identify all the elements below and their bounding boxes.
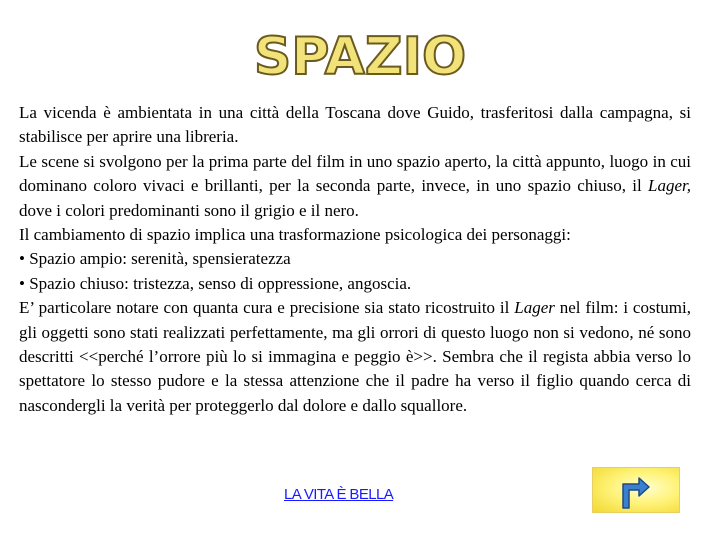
paragraph-lager: E’ particolare notare con quanta cura e precisione sia stato ricostruito il Lager nel film: i costumi, gli oggetti sono stati realizzati perfettamente, ma gli orrori di questo luogo non si vedono, né sono descritti <<perché l’orrore più lo si immagina e peggio è>>. Sembra che il regista abbia verso lo spettatore lo stesso pudore e la stessa attenzione che il padre ha verso il figlio quando cerca di nascondergli la verità per proteggerlo dal dolore e dallo squallore. [19, 298, 691, 415]
lager-emphasis: Lager, [648, 176, 691, 196]
return-arrow-icon [617, 474, 653, 510]
title-text: SPAZIO [253, 27, 467, 87]
bullet-closed-space: • Spazio chiuso: tristezza, senso di oppressione, angoscia. [19, 273, 412, 293]
lager-emphasis: Lager [514, 298, 555, 318]
body-text [19, 101, 691, 418]
paragraph-scenes: Le scene si svolgono per la prima parte del film in uno spazio aperto, la città appunto, luogo in cui dominano coloro vivaci e brillanti, per la seconda parte, invece, in uno spazio chiuso, il Lager, dove i colori predominanti sono il grigio e il nero. [19, 151, 691, 220]
paragraph-setting: La vicenda è ambientata in una città della Toscana dove Guido, trasferitosi dalla campagna, si stabilisce per aprire una libreria. [19, 103, 691, 147]
la-vita-e-bella-link[interactable]: LA VITA È BELLA [284, 486, 394, 503]
page-title [253, 18, 467, 90]
bullet-open-space: • Spazio ampio: serenità, spensieratezza [19, 249, 291, 269]
back-button[interactable] [592, 467, 680, 513]
paragraph-change: Il cambiamento di spazio implica una trasformazione psicologica dei personaggi: [19, 225, 571, 245]
